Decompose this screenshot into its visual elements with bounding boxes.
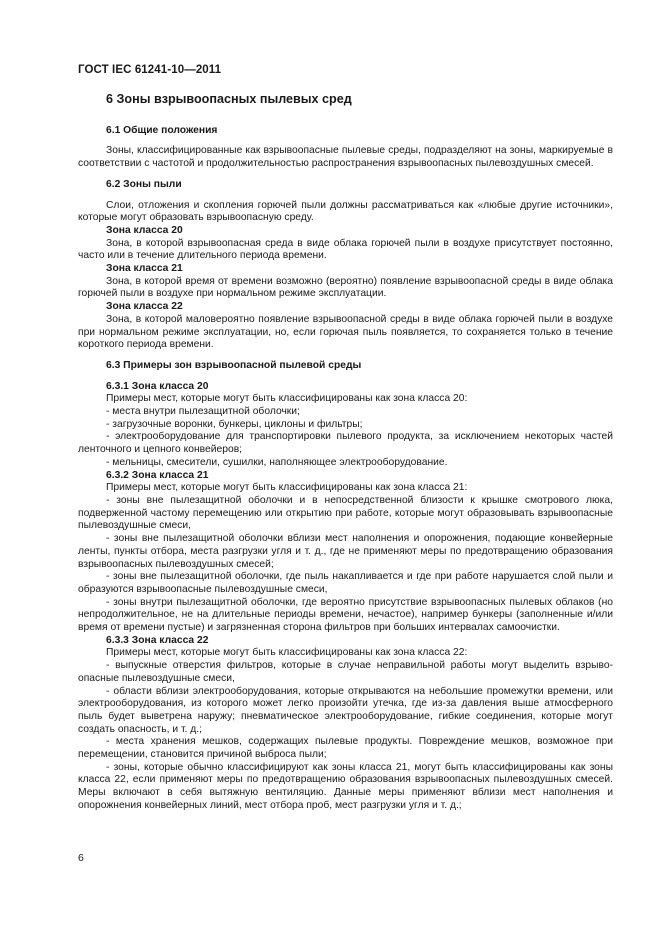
heading-6-2: 6.2 Зоны пыли [106, 178, 182, 190]
zone-21-text: Зона, в которой время от времени возможно (вероятно) появление взрывоопасной среды в виде облака горючей пыли в воздухе при нормальном режиме эксплуатации. [78, 275, 613, 300]
zone-22-text: Зона, в которой маловероятно появление взрывоопасной среды в виде облака горючей пыли в воздухе при нормальном режиме эксплуатации, но, если горючая пыль появляется, то сохраняется только в течение короткого периода времени. [78, 313, 613, 351]
list-intro: Примеры мест, которые могут быть классифицированы как зона класса 21: [106, 482, 468, 494]
list-item: - загрузочные воронки, бункеры, циклоны и фильтры; [106, 418, 363, 430]
list-item: - зоны вне пылезащитной оболочки, где пыль накапливается и где при работе нарушается слой пыли и образуются взрывоопасные пылевоздушные смеси, [78, 571, 613, 595]
paragraph: Слои, отложения и скопления горючей пыли должны рассматриваться как «любые другие источники», которые могут образовать взрывоопасную среду. [78, 199, 613, 224]
list-item: - зоны вне пылезащитной оболочки и в непосредственной близости к крышке смотрового люка, подверженной частому перемещению или открытию при работе, которые могут образовывать взрывоопасные пылевоздушные смеси, [78, 494, 613, 532]
section-title: 6 Зоны взрывоопасных пылевых сред [106, 92, 352, 106]
list-item: - зоны вне пылезащитной оболочки вблизи мест наполнения и опорожнения, подающие конвейерные ленты, пункты отбора, места разгрузки угля и т. д., где не применяют меры по предотвращению образования взрывоопасных пылевоздушных смесей; [78, 533, 613, 570]
page-number: 6 [78, 852, 84, 864]
zone-21-title: Зона класса 21 [106, 263, 183, 275]
list-item: - места внутри пылезащитной оболочки; [106, 406, 300, 418]
list-item: - выпускные отверстия фильтров, которые в случае неправильной работы могут выделить взрывоопасные пылевоздушные смеси, [78, 660, 613, 684]
list-intro: Примеры мест, которые могут быть классифицированы как зона класса 20: [106, 393, 468, 405]
heading-6-3: 6.3 Примеры зон взрывоопасной пылевой среды [106, 359, 362, 371]
zone-20-title: Зона класса 20 [106, 224, 183, 236]
list-item: - места хранения мешков, содержащих пылевые продукты. Повреждение мешков, возможное при перемещении, становится причиной выброса пыли; [78, 736, 613, 761]
list-item: - области вблизи электрооборудования, которые открываются на небольшие промежутки времени, или электрооборудования, из которого может легко произойти утечка, где из-за давления выше атмосферного пыль будет выветрена наружу; пневматическое электрооборудование, гибкие соединения, которые могут создать опасность, и т. д.; [78, 685, 613, 735]
list-item: - зоны внутри пылезащитной оболочки, где вероятно присутствие взрывоопасных пылевых облаков (но непродолжительное, не на длительные периоды времени, нечастое), например бункеры (заполненные и/или время от времени пустые) и загрязненная сторона фильтров при больших интервалах самоочистки. [78, 596, 613, 634]
heading-6-3-1: 6.3.1 Зона класса 20 [106, 380, 209, 392]
list-item: - зоны, которые обычно классифицируют как зоны класса 21, могут быть классифицированы как зоны класса 22, если применяют меры по предотвращению образования взрывоопасных пылевоздушных смесей. Меры включают в себя вытяжную вентиляцию. Данные меры применяют вблизи мест наполнения и опорожнения конвейерных линий, мест отбора проб, мест разгрузки угля и т. д.; [78, 761, 613, 811]
list-intro: Примеры мест, которые могут быть классифицированы как зона класса 22: [106, 647, 468, 659]
list-item: - мельницы, смесители, сушилки, наполняющее электрооборудование. [106, 456, 448, 468]
zone-22-title: Зона класса 22 [106, 301, 183, 313]
heading-6-1: 6.1 Общие положения [106, 124, 218, 136]
paragraph: Зоны, классифицированные как взрывоопасные пылевые среды, подразделяют на зоны, маркируемые в соответствии с частотой и продолжительностью распространения взрывоопасных пылевоздушных смесей. [78, 145, 613, 170]
zone-20-text: Зона, в которой взрывоопасная среда в виде облака горючей пыли в воздухе присутствует постоянно, часто или в течение длительного периода времени. [78, 237, 613, 262]
heading-6-3-3: 6.3.3 Зона класса 22 [106, 634, 209, 646]
document-code: ГОСТ IEC 61241-10—2011 [78, 64, 222, 76]
list-item: - электрооборудование для транспортировки пылевого продукта, за исключением некоторых частей ленточного и цепного конвейеров; [78, 431, 613, 456]
heading-6-3-2: 6.3.2 Зона класса 21 [106, 469, 209, 481]
document-body [78, 93, 613, 813]
